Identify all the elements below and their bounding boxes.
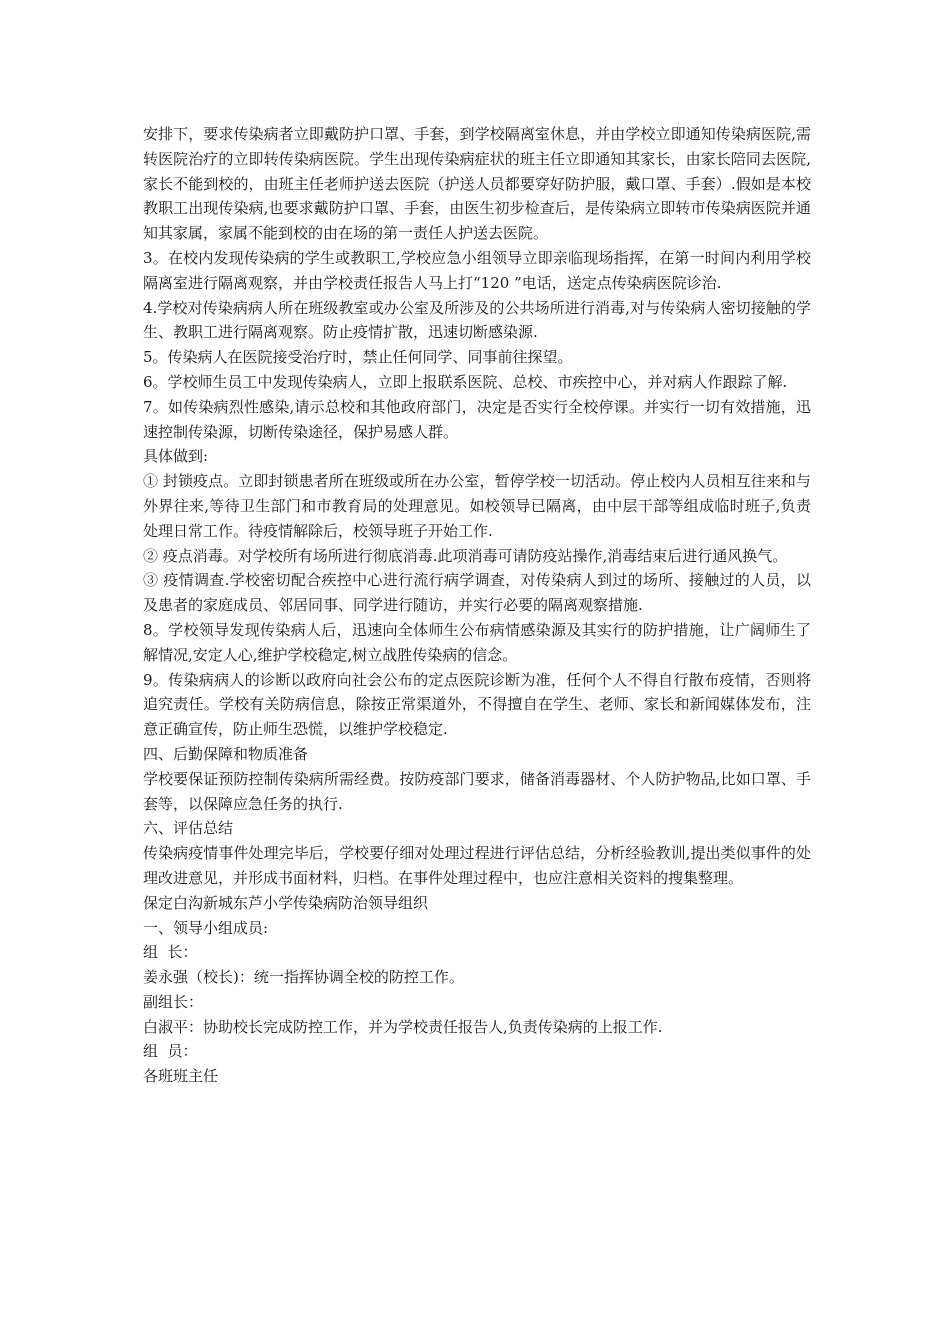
paragraph-evaluation: 传染病疫情事件处理完毕后，学校要仔细对处理过程进行评估总结，分析经验教训,提出类似事件的处理改进意见，并形成书面材料，归档。在事件处理过程中，也应注意相关资料的搜集整理。 [143, 844, 811, 887]
section-heading-logistics: 四、后勤保障和物质准备 [143, 744, 309, 763]
organization-title: 保定白沟新城东芦小学传染病防治领导组织 [143, 893, 429, 912]
deputy-leader-entry: 白淑平：协助校长完成防控工作，并为学校责任报告人,负责传染病的上报工作. [143, 1017, 663, 1036]
members-entry: 各班班主任 [143, 1067, 219, 1086]
paragraph-measure-3: ③ 疫情调查.学校密切配合疾控中心进行流行病学调查，对传染病人到过的场所、接触过的人员，以及患者的家庭成员、邻居同事、同学进行随访，并实行必要的隔离观察措施. [143, 571, 811, 615]
paragraph-item-7: 7。如传染病烈性感染,请示总校和其他政府部门，决定是否实行全校停课。并实行一切有效措施，迅速控制传染源，切断传染途径，保护易感人群。 [143, 397, 811, 441]
paragraph-item-9: 9。传染病病人的诊断以政府向社会公布的定点医院诊断为准，任何个人不得自行散布疫情，否则将追究责任。学校有关防病信息，除按正常渠道外，不得擅自在学生、老师、家长和新闻媒体发布，注意正确宣传，防止师生恐慌，以维护学校稳定. [143, 670, 811, 739]
role-label-members: 组 员： [143, 1042, 198, 1061]
paragraph-item-4: 4.学校对传染病病人所在班级教室或办公室及所涉及的公共场所进行消毒,对与传染病人密切接触的学生、教职工进行隔离观察。防止疫情扩散，迅速切断感染源. [143, 298, 811, 342]
paragraph-item-6: 6。学校师生员工中发现传染病人，立即上报联系医院、总校、市疾控中心，并对病人作跟踪了解. [143, 372, 788, 391]
section-heading-evaluation: 六、评估总结 [143, 819, 234, 838]
role-label-deputy-leader: 副组长： [143, 992, 204, 1011]
paragraph-isolation-procedure: 安排下，要求传染病者立即戴防护口罩、手套，到学校隔离室休息，并由学校立即通知传染病医院,需转医院治疗的立即转传染病医院。学生出现传染病症状的班主任立即通知其家长，由家长陪同去医院,家长不能到校的，由班主任老师护送去医院（护送人员都要穿好防护服，戴口罩、手套）.假如是本校教职工出现传染病,也要求戴防护口罩、手套，由医生初步检查后，是传染病立即转市传染病医院并通知其家属，家属不能到校的由在场的第一责任人护送去医院。 [143, 125, 811, 243]
paragraph-item-8: 8。学校领导发现传染病人后，迅速向全体师生公布病情感染源及其实行的防护措施，让广阔师生了解情况,安定人心,维护学校稳定,树立战胜传染病的信念。 [143, 620, 811, 664]
leader-entry: 姜永强（校长)：统一指挥协调全校的防控工作。 [143, 968, 464, 987]
paragraph-measure-1: ① 封锁疫点。立即封锁患者所在班级或所在办公室，暂停学校一切活动。停止校内人员相互往来和与外界往来,等待卫生部门和市教育局的处理意见。如校领导已隔离，由中层干部等组成临时班子,负责处理日常工作。待疫情解除后，校领导班子开始工作. [143, 472, 811, 540]
paragraph-logistics: 学校要保证预防控制传染病所需经费。按防疫部门要求，储备消毒器材、个人防护物品,比如口罩、手套等，以保障应急任务的执行. [143, 769, 811, 813]
paragraph-measure-2: ② 疫点消毒。对学校所有场所进行彻底消毒.此项消毒可请防疫站操作,消毒结束后进行通风换气。 [143, 546, 788, 565]
paragraph-item-5: 5。传染病人在医院接受治疗时，禁止任何同学、同事前往探望。 [143, 348, 573, 367]
section-heading-members: 一、领导小组成员: [143, 918, 269, 937]
paragraph-specific-measures-heading: 具体做到: [143, 447, 209, 466]
paragraph-item-3: 3。在校内发现传染病的学生或教职工,学校应急小组领导立即亲临现场指挥，在第一时间内利用学校隔离室进行隔离观察，并由学校责任报告人马上打“120 ”电话，送定点传染病医院诊治. [143, 248, 811, 292]
role-label-leader: 组 长： [143, 943, 198, 962]
document-body [143, 122, 811, 1089]
